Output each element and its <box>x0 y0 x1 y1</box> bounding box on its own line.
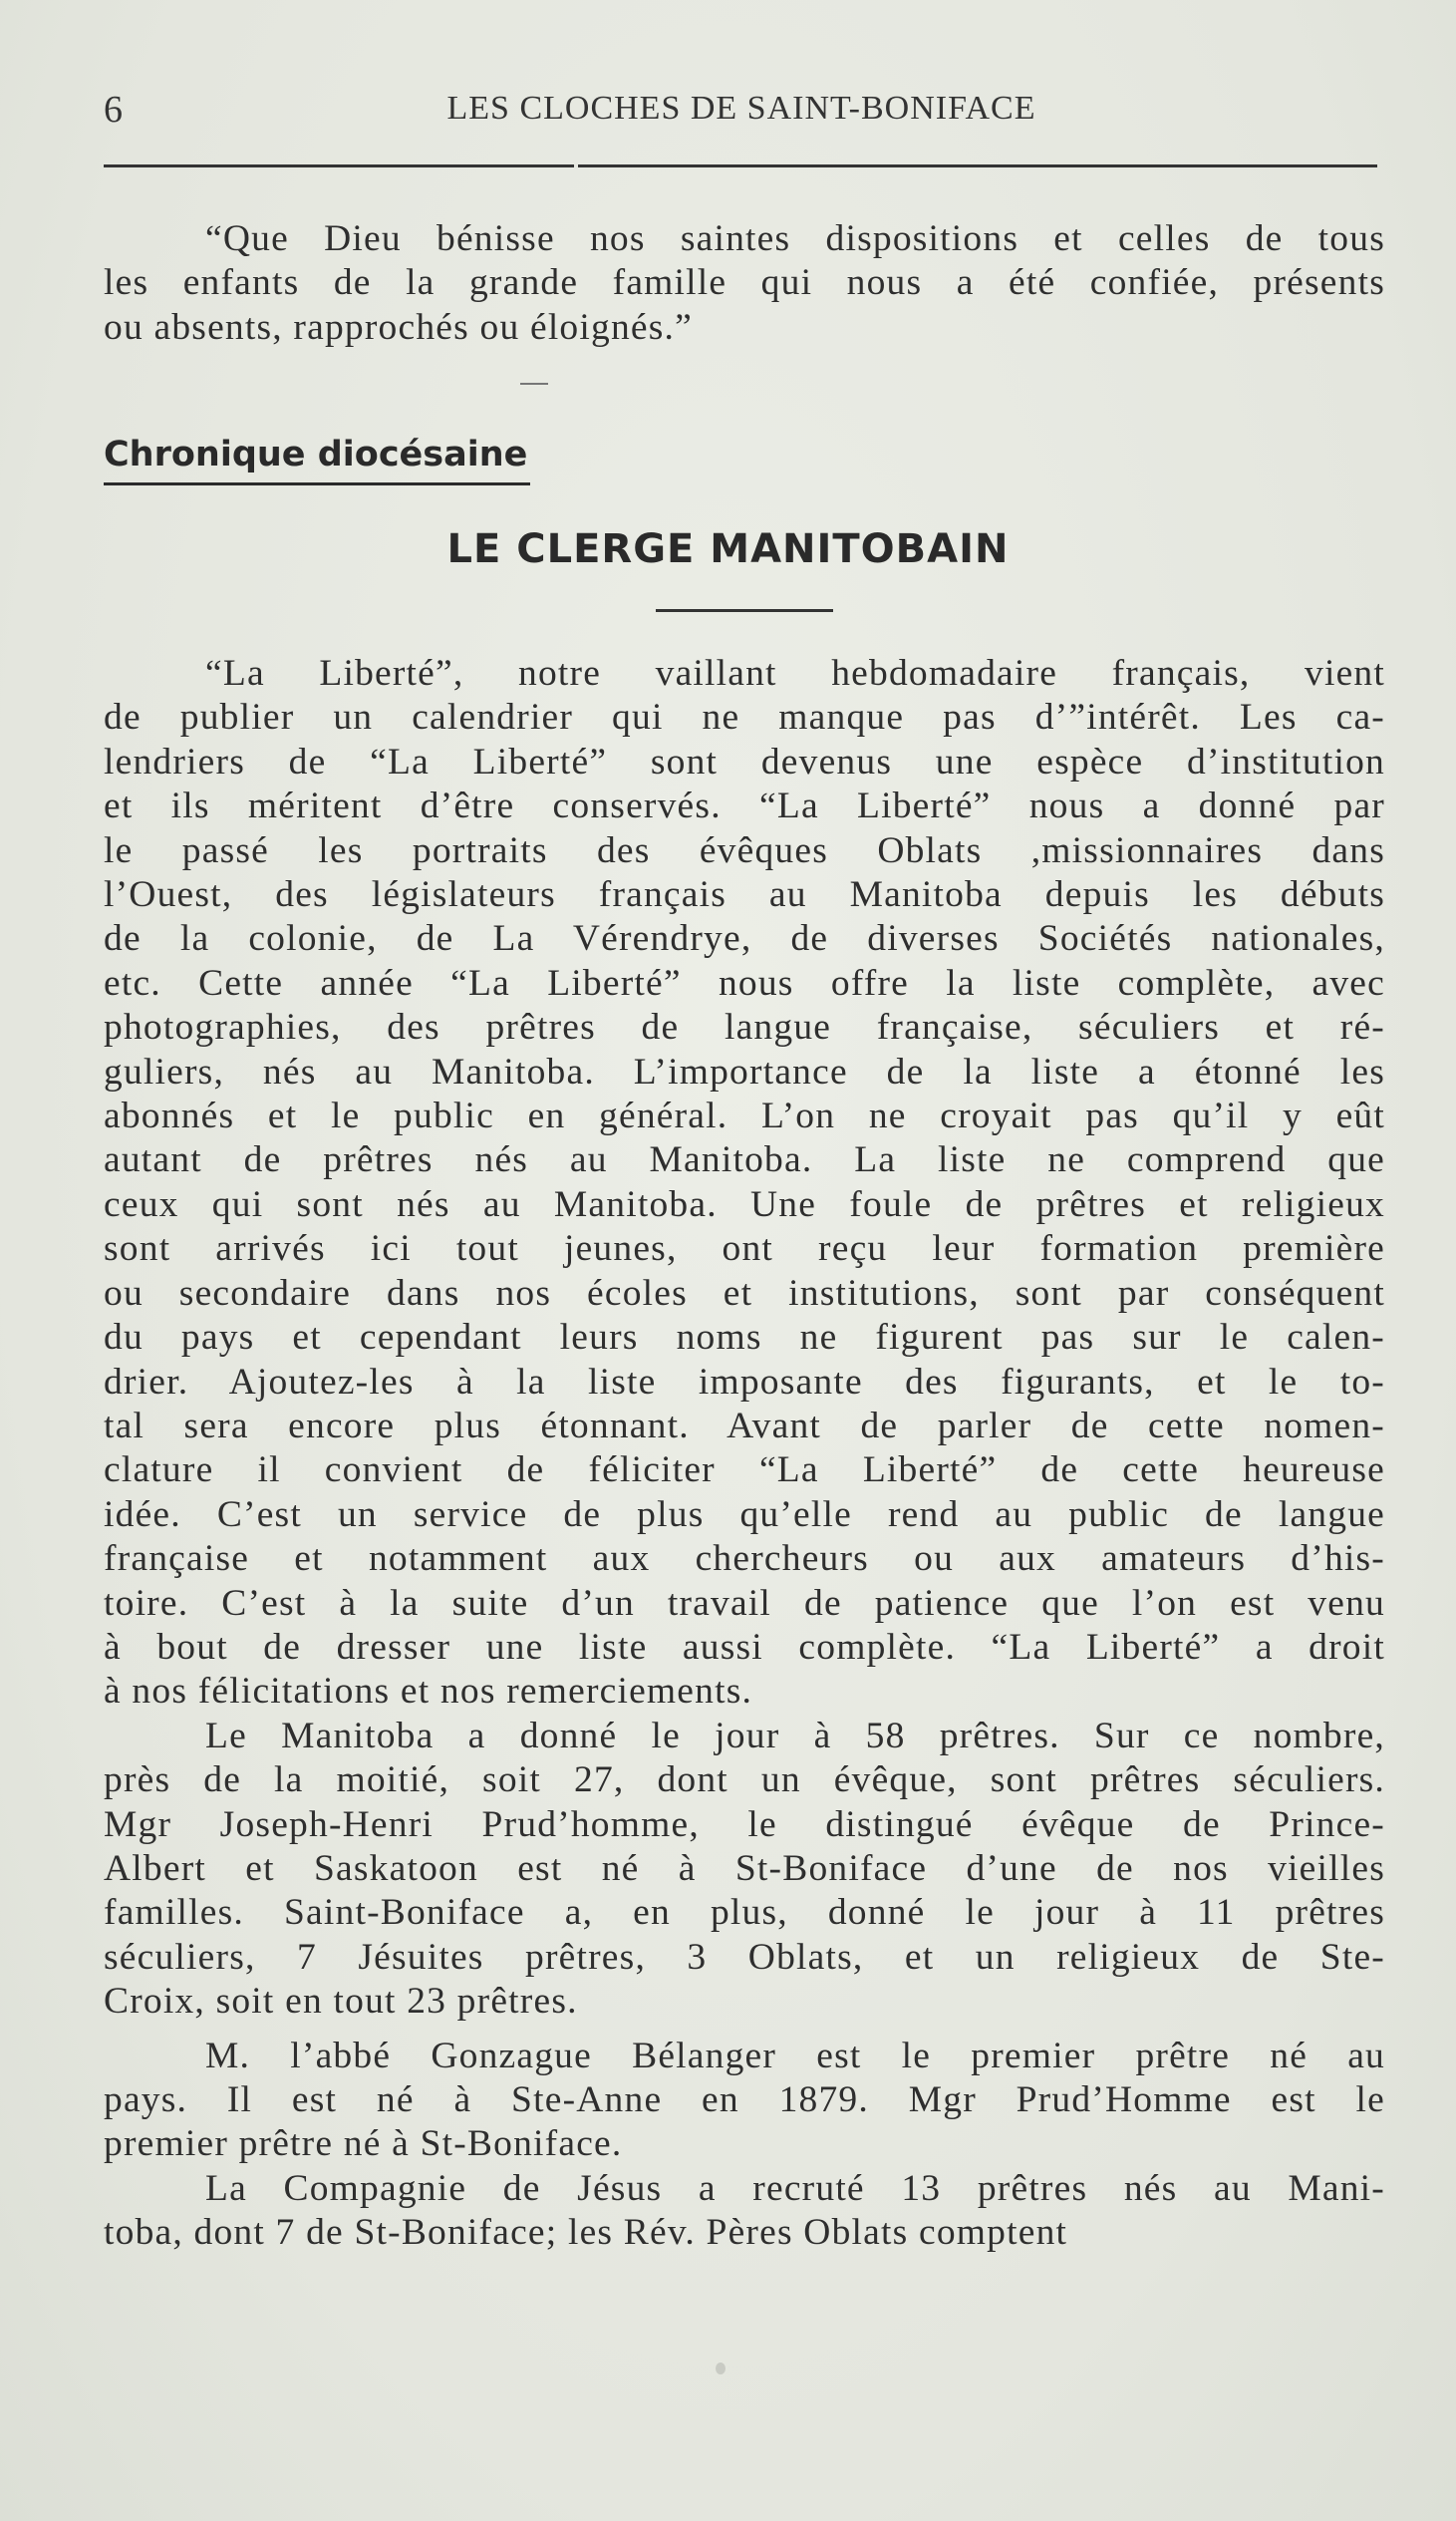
text-line: lendriers de “La Liberté” sont devenus une espèce d’institution <box>104 741 1385 783</box>
text-line: l’Ouest, des législateurs français au Manitoba depuis les débuts <box>104 874 1385 916</box>
paragraph <box>104 2167 1385 2256</box>
text-line: à bout de dresser une liste aussi complète. “La Liberté” a droit <box>104 1626 1385 1668</box>
text-line: etc. Cette année “La Liberté” nous offre la liste complète, avec <box>104 962 1385 1004</box>
text-line: de la colonie, de La Vérendrye, de diverses Sociétés nationales, <box>104 918 1385 960</box>
text-line: de publier un calendrier qui ne manque pas d’”intérêt. Les ca- <box>104 697 1385 739</box>
page-header <box>104 88 1379 138</box>
section-heading: Chronique diocésaine <box>104 435 528 474</box>
text-line: pays. Il est né à Ste-Anne en 1879. Mgr Prud’Homme est le <box>104 2079 1385 2120</box>
text-line: idée. C’est un service de plus qu’elle rend au public de langue <box>104 1493 1385 1535</box>
text-line: drier. Ajoutez-les à la liste imposante des figurants, et le to- <box>104 1361 1385 1403</box>
article-title: LE CLERGE MANITOBAIN <box>446 526 1010 572</box>
text-line: à nos félicitations et nos remerciements. <box>104 1671 753 1713</box>
paragraph <box>104 2035 1385 2167</box>
opening-quote <box>104 217 1385 350</box>
header-rule-left <box>104 164 574 167</box>
text-line: photographies, des prêtres de langue française, séculiers et ré- <box>104 1007 1385 1049</box>
text-line: ceux qui sont nés au Manitoba. Une foule de prêtres et religieux <box>104 1183 1385 1225</box>
text-line: familles. Saint-Boniface a, en plus, donné le jour à 11 prêtres <box>104 1892 1385 1934</box>
text-line: clature il convient de féliciter “La Liberté” de cette heureuse <box>104 1449 1385 1491</box>
text-line: abonnés et le public en général. L’on ne croyait pas qu’il y eût <box>104 1096 1385 1137</box>
text-line: La Compagnie de Jésus a recruté 13 prêtres nés au Mani- <box>205 2167 1385 2209</box>
text-line: “Que Dieu bénisse nos saintes dispositions et celles de tous <box>205 218 1385 259</box>
section-heading-underline <box>104 482 530 485</box>
text-line: ou secondaire dans nos écoles et institutions, sont par conséquent <box>104 1272 1385 1314</box>
text-line: toire. C’est à la suite d’un travail de patience que l’on est venu <box>104 1582 1385 1624</box>
text-line: française et notamment aux chercheurs ou aux amateurs d’his- <box>104 1538 1385 1580</box>
text-line: premier prêtre né à St-Boniface. <box>104 2123 623 2165</box>
text-line: ou absents, rapprochés ou éloignés.” <box>104 306 693 348</box>
text-line: Mgr Joseph-Henri Prud’homme, le distingué évêque de Prince- <box>104 1803 1385 1845</box>
text-line: le passé les portraits des évêques Oblats ,missionnaires dans <box>104 829 1385 871</box>
text-line: Le Manitoba a donné le jour à 58 prêtres. Sur ce nombre, <box>205 1715 1385 1756</box>
text-line: et ils méritent d’être conservés. “La Liberté” nous a donné par <box>104 786 1385 827</box>
text-line: du pays et cependant leurs noms ne figurent pas sur le calen- <box>104 1317 1385 1359</box>
text-line: Albert et Saskatoon est né à St-Boniface d’une de nos vieilles <box>104 1847 1385 1889</box>
text-line: guliers, nés au Manitoba. L’importance de la liste a étonné les <box>104 1051 1385 1093</box>
text-line: autant de prêtres nés au Manitoba. La liste ne comprend que <box>104 1139 1385 1181</box>
text-line: séculiers, 7 Jésuites prêtres, 3 Oblats, et un religieux de Ste- <box>104 1936 1385 1978</box>
text-line: tal sera encore plus étonnant. Avant de parler de cette nomen- <box>104 1405 1385 1446</box>
text-line: “La Liberté”, notre vaillant hebdomadaire français, vient <box>205 653 1385 694</box>
paragraph <box>104 1715 1385 2025</box>
running-title: LES CLOCHES DE SAINT-BONIFACE <box>446 90 1036 127</box>
title-rule <box>656 609 833 612</box>
paper-stain <box>716 2363 726 2374</box>
header-rule-right <box>578 164 1377 167</box>
article-body <box>104 652 1385 2256</box>
text-line: près de la moitié, soit 27, dont un évêque, sont prêtres séculiers. <box>104 1759 1385 1801</box>
text-line: sont arrivés ici tout jeunes, ont reçu leur formation première <box>104 1228 1385 1270</box>
text-line: les enfants de la grande famille qui nous a été confiée, présents <box>104 262 1385 304</box>
paragraph <box>104 652 1385 1715</box>
text-line: Croix, soit en tout 23 prêtres. <box>104 1981 578 2023</box>
page-number: 6 <box>104 89 123 131</box>
separator-dash <box>520 383 548 385</box>
text-line: toba, dont 7 de St-Boniface; les Rév. Pères Oblats comptent <box>104 2212 1068 2254</box>
text-line: M. l’abbé Gonzague Bélanger est le premier prêtre né au <box>205 2035 1385 2076</box>
